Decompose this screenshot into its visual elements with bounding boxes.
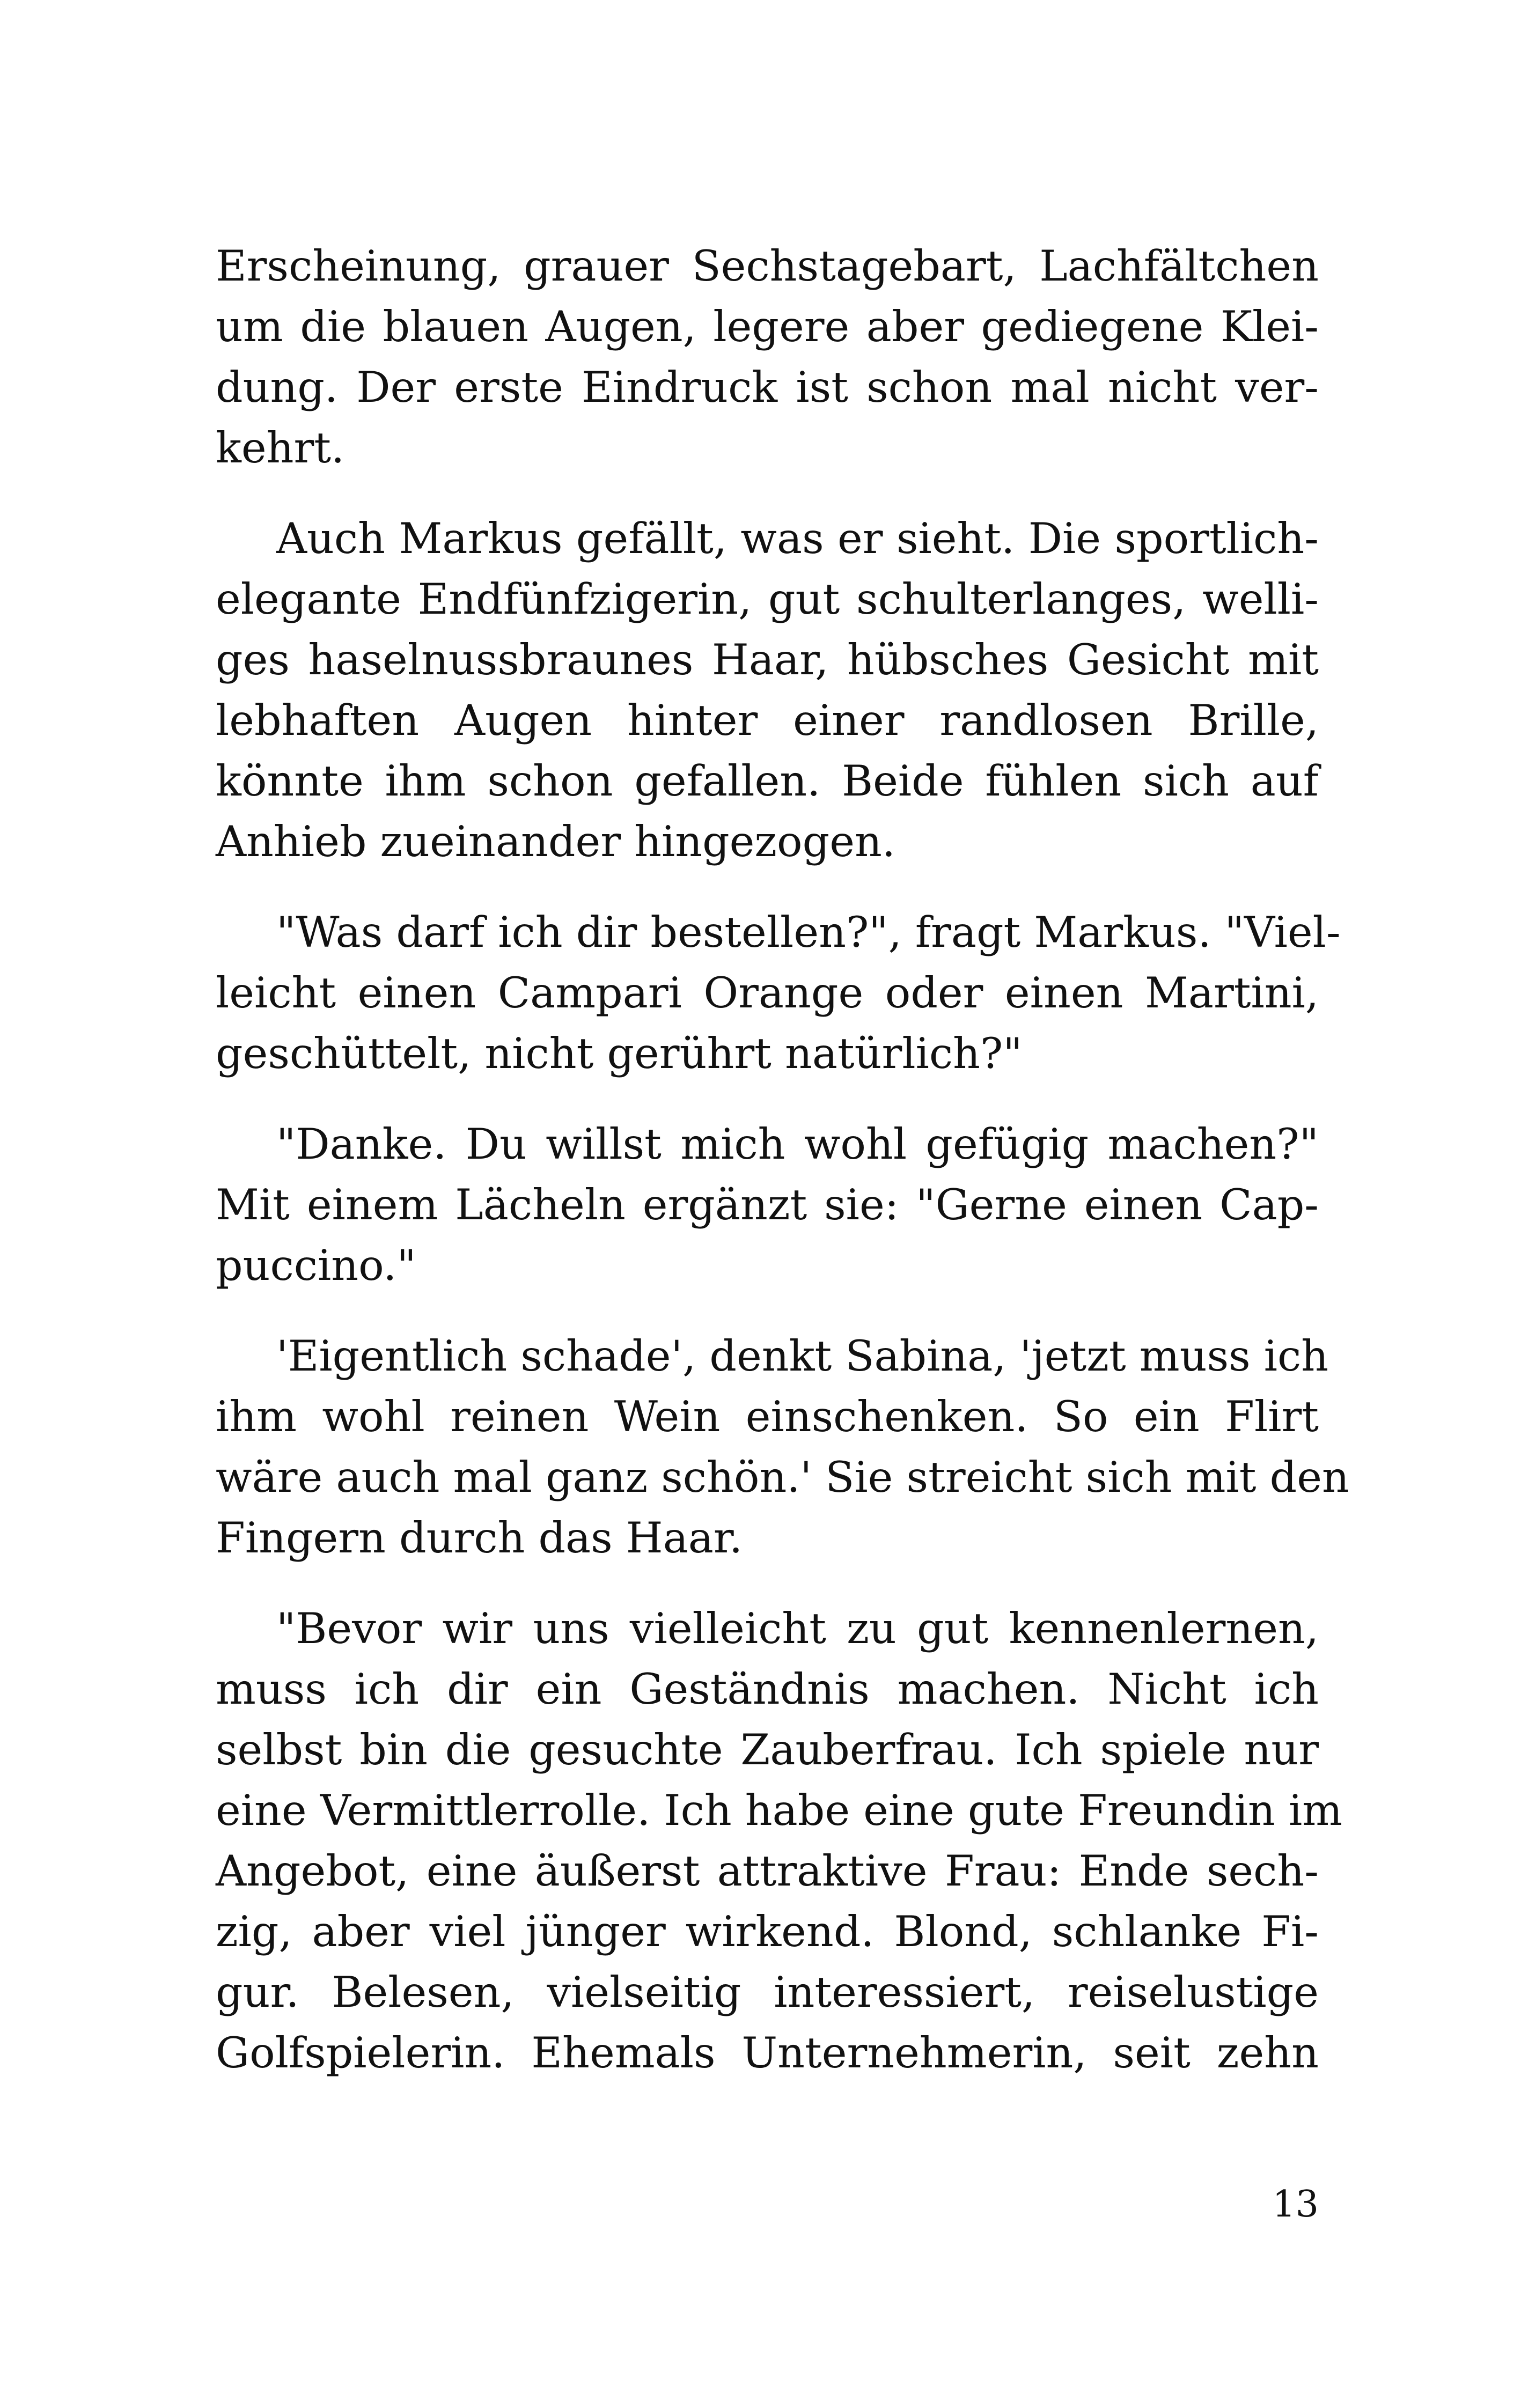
text-line: dung. Der erste Eindruck ist schon mal nicht ver- bbox=[216, 363, 1319, 412]
text-line: "Was darf ich dir bestellen?", fragt Markus. "Viel- bbox=[276, 908, 1341, 957]
body-text bbox=[216, 236, 1349, 2114]
page-number: 13 bbox=[1272, 2183, 1319, 2226]
text-line: Auch Markus gefällt, was er sieht. Die sportlich- bbox=[276, 514, 1319, 563]
text-line: gur. Belesen, vielseitig interessiert, reiselustige bbox=[216, 1968, 1319, 2017]
paragraph-5 bbox=[216, 1326, 1349, 1568]
text-line: selbst bin die gesuchte Zauberfrau. Ich spiele nur bbox=[216, 1725, 1319, 1774]
text-line: Golfspielerin. Ehemals Unternehmerin, seit zehn bbox=[216, 2028, 1319, 2078]
paragraph-4 bbox=[216, 1114, 1319, 1296]
text-line: Anhieb zueinander hingezogen. bbox=[216, 817, 895, 866]
paragraph-3 bbox=[216, 902, 1341, 1084]
text-line: muss ich dir ein Geständnis machen. Nicht ich bbox=[216, 1665, 1319, 1714]
text-line: kehrt. bbox=[216, 423, 345, 473]
text-line: Erscheinung, grauer Sechstagebart, Lachfältchen bbox=[216, 241, 1319, 291]
text-line: zig, aber viel jünger wirkend. Blond, schlanke Fi- bbox=[216, 1907, 1319, 1956]
paragraph-1 bbox=[216, 236, 1319, 478]
text-line: wäre auch mal ganz schön.' Sie streicht sich mit den bbox=[216, 1453, 1349, 1502]
text-line: Mit einem Lächeln ergänzt sie: "Gerne einen Cap- bbox=[216, 1180, 1319, 1229]
text-line: um die blauen Augen, legere aber gediegene Klei- bbox=[216, 302, 1319, 351]
text-line: eine Vermittlerrolle. Ich habe eine gute Freundin im bbox=[216, 1786, 1343, 1835]
text-line: 'Eigentlich schade', denkt Sabina, 'jetzt muss ich bbox=[276, 1331, 1329, 1381]
text-line: geschüttelt, nicht gerührt natürlich?" bbox=[216, 1029, 1023, 1078]
text-line: Angebot, eine äußerst attraktive Frau: Ende sech- bbox=[216, 1846, 1319, 1896]
paragraph-6 bbox=[216, 1599, 1343, 2083]
text-line: "Danke. Du willst mich wohl gefügig machen?" bbox=[276, 1120, 1319, 1169]
text-line: leicht einen Campari Orange oder einen Martini, bbox=[216, 968, 1319, 1018]
text-line: puccino." bbox=[216, 1241, 416, 1290]
paragraph-2 bbox=[216, 509, 1319, 872]
text-line: "Bevor wir uns vielleicht zu gut kennenlernen, bbox=[276, 1604, 1319, 1653]
text-line: ihm wohl reinen Wein einschenken. So ein Flirt bbox=[216, 1392, 1319, 1441]
text-line: lebhaften Augen hinter einer randlosen Brille, bbox=[216, 696, 1319, 745]
text-line: Fingern durch das Haar. bbox=[216, 1513, 743, 1563]
text-line: ges haselnussbraunes Haar, hübsches Gesicht mit bbox=[216, 635, 1319, 684]
text-line: könnte ihm schon gefallen. Beide fühlen sich auf bbox=[216, 756, 1319, 806]
text-line: elegante Endfünfzigerin, gut schulterlanges, welli- bbox=[216, 575, 1319, 624]
